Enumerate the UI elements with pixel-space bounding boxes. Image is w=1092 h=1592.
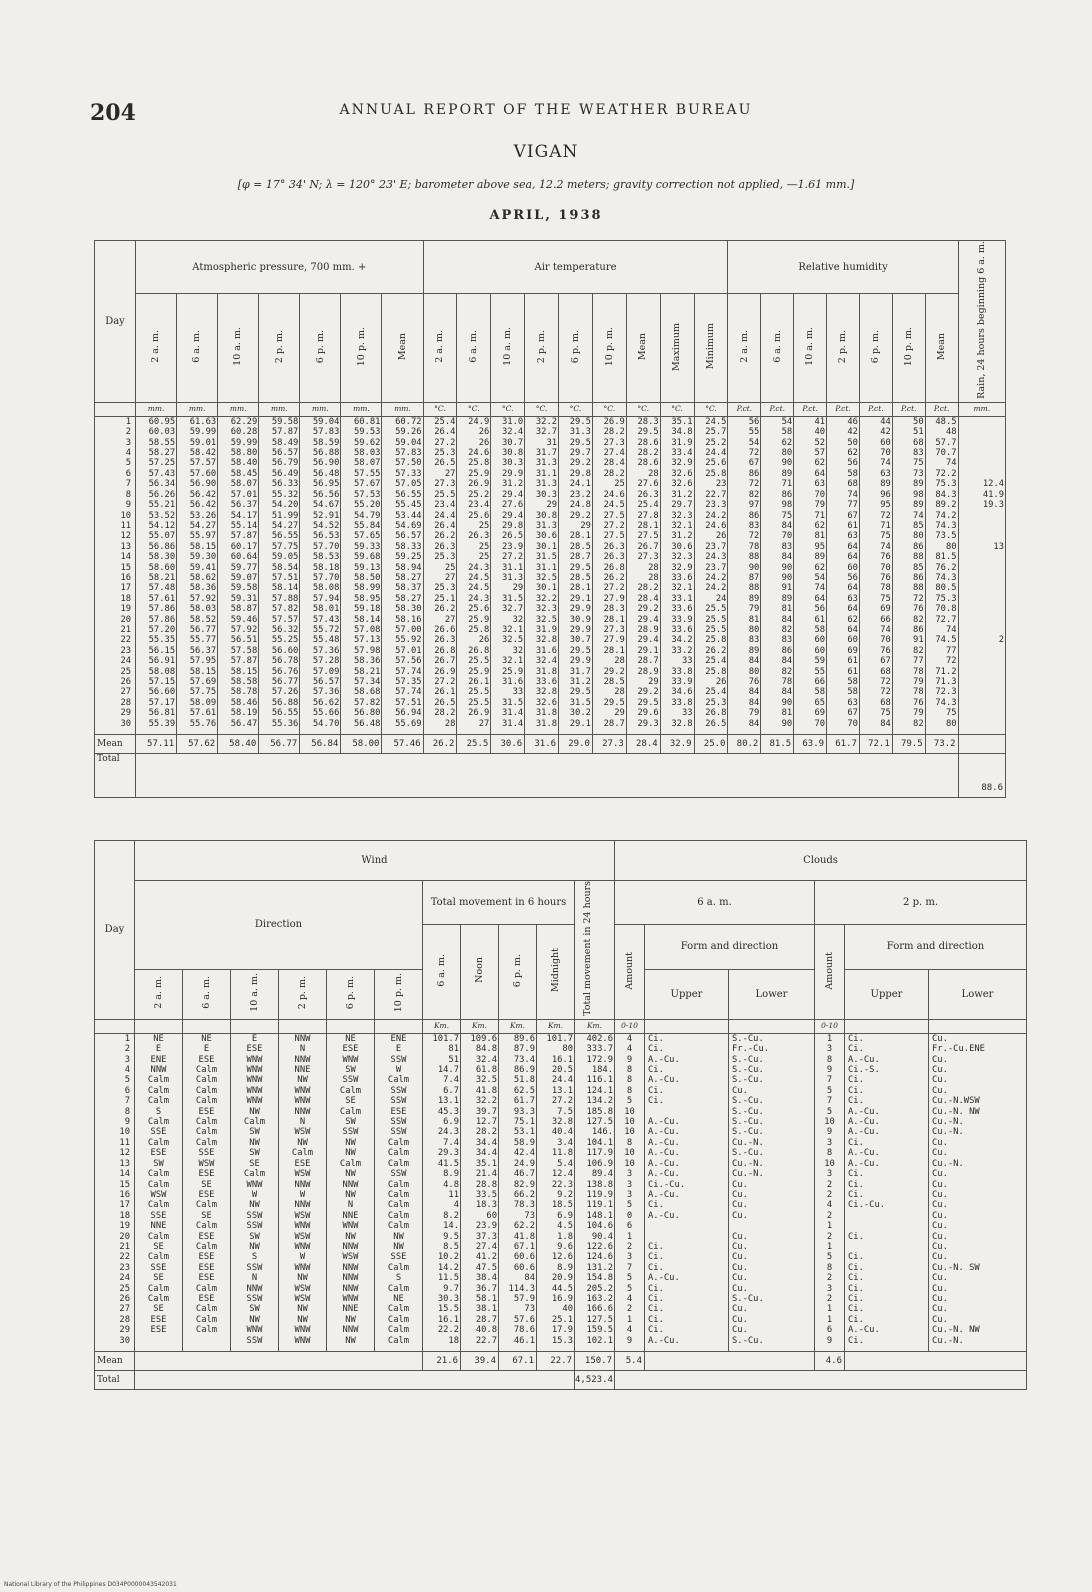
- pressure-10am-values: 62.29 60.28 59.99 58.80 58.40 58.45 58.07 57.01 56.37 54.17 55.14 57.87 60.17 60.64 59.77 59.07 59.58 59.31 58.87 59.46 57.92 56.51 57.58 57.87 58.15 58.58 58.78 58.46 58.19 56.47: [218, 416, 259, 734]
- move-midnight-values: 101.7 80 16.1 20.5 24.4 13.1 27.2 7.5 32.8 40.4 3.4 11.8 5.4 12.4 22.3 9.2 18.5 6.9 4.5 1.8 9.6 12.6 8.9 20.9 44.5 16.9 40 25.1 17.9 15.3: [537, 1033, 575, 1351]
- mean-cell: 32.9: [660, 734, 694, 753]
- mean-cell: 21.6: [423, 1351, 461, 1370]
- cloud-amount-2pm-values: 1 3 8 9 7 5 7 5 10 9 3 8 10 3 2 2 4 2 1 2 1 5 8 2 3 2 1 1 6 9: [815, 1033, 845, 1351]
- day-header: Day: [95, 841, 135, 1020]
- form-2pm-header: Form and direction: [845, 925, 1027, 970]
- dir-col-2pm: 2 p. m.: [279, 969, 327, 1019]
- mean-cell: 56.84: [300, 734, 341, 753]
- units-cell: °C.: [592, 402, 626, 416]
- dir-col-6am: 6 a. m.: [183, 969, 231, 1019]
- total-empty: [136, 753, 959, 797]
- total-empty: [615, 1370, 1027, 1389]
- wind-mean-row: [95, 1351, 1027, 1370]
- pressure-group-header: Atmospheric pressure, 700 mm. +: [136, 241, 423, 294]
- cloud-upper-6am-values: Ci. Ci. A.-Cu. Ci. A.-Cu. Ci. Ci. A.-Cu. A.-Cu. A.-Cu. A.-Cu. A.-Cu. A.-Cu. Ci.-Cu. A.-Cu. Ci. A.-Cu. Ci. Ci. Ci. A.-Cu. Ci. Ci. Ci. Ci. Ci. A.-Cu.: [645, 1033, 729, 1351]
- total-row-label: Total: [95, 1370, 135, 1389]
- dir-10pm-values: ENE E SSW W Calm SSW SSW ESE SSW SSW Calm Calm Calm SSW Calm Calm Calm Calm Calm NW NW SSE Calm S Calm NE Calm Calm Calm Calm: [375, 1033, 423, 1351]
- pressure-col-10pm: 10 p. m.: [341, 294, 382, 403]
- day-header: Day: [95, 241, 136, 403]
- humidity-6pm-values: 44 42 60 70 74 63 89 96 95 72 71 75 74 76 70 76 78 75 69 66 74 70 76 67 68 72 72 68 75 84: [859, 416, 892, 734]
- humidity-10pm-values: 50 51 68 83 75 73 89 98 89 74 85 80 86 88 85 86 88 72 76 82 86 91 82 77 78 79 78 76 79 82: [892, 416, 925, 734]
- mean-cell: 28.4: [626, 734, 660, 753]
- movement24-header: Total movement in 24 hours: [575, 881, 615, 1020]
- mean-cell: 30.6: [491, 734, 525, 753]
- day-numbers: 1 2 3 4 5 6 7 8 9 10 11 12 13 14 15 16 17 18 19 20 21 22 23 24 25 26 27 28 29 30: [95, 416, 136, 734]
- units-cell: [645, 1019, 729, 1033]
- mean-cell: 26.2: [423, 734, 457, 753]
- mean-empty: [845, 1351, 1027, 1370]
- rain-header: Rain, 24 hours beginning 6 a. m.: [958, 241, 1005, 403]
- movement6-header: Total movement in 6 hours: [423, 881, 575, 925]
- units-cell: 0-10: [615, 1019, 645, 1033]
- mean-cell: 5.4: [615, 1351, 645, 1370]
- scan-footer: National Library of the Philippines D034P0000043542031: [4, 1581, 177, 1588]
- humidity-col-6pm: 6 p. m.: [859, 294, 892, 403]
- temp-min-values: 24.5 25.7 25.2 24.4 25.6 25.8 23 22.7 23.3 24.2 24.6 26 23.7 24.3 23.7 24.2 24.2 24 25.5 25.5 25.5 25.8 26.2 25.4 25.8 26 25.4 25.3 26.8 26.5: [694, 416, 728, 734]
- temp-2pm-values: 32.2 32.7 31 31.7 31.3 31.1 31.3 30.3 29 30.8 31.3 30.6 30.1 31.5 31.1 32.5 30.1 32.2 32.3 32.5 31.9 32.8 31.6 32.4 31.8 33.6 32.8 32.6 31.8 31.8: [525, 416, 559, 734]
- units-cell: mm.: [382, 402, 423, 416]
- temp-col-10am: 10 a. m.: [491, 294, 525, 403]
- direction-header: Direction: [135, 881, 423, 970]
- pressure-col-2pm: 2 p. m.: [259, 294, 300, 403]
- temp-max-values: 35.1 34.8 31.9 33.4 32.9 32.6 32.6 31.2 29.7 32.3 32.1 31.2 30.6 32.3 32.9 33.6 32.1 33.1 33.6 33.9 33.6 34.2 33.2 33 33.8 33.9 34.6 33.8 33 32.8: [660, 416, 694, 734]
- weather-table-2: [94, 840, 1027, 1390]
- pressure-col-mean: Mean: [382, 294, 423, 403]
- move-col-6pm: 6 p. m.: [499, 925, 537, 1020]
- station-name: VIGAN: [513, 142, 579, 162]
- temp-col-2pm: 2 p. m.: [525, 294, 559, 403]
- temp-col-6pm: 6 p. m.: [559, 294, 593, 403]
- humidity-col-2pm: 2 p. m.: [827, 294, 860, 403]
- cloud-lower-2pm-values: Cu. Fr.-Cu.ENE Cu. Cu. Cu. Cu. Cu.-N.WSW Cu.-N. NW Cu.-N. Cu.-N. Cu. Cu. Cu.-N. Cu. Cu. Cu. Cu. Cu. Cu. Cu. Cu. Cu. Cu.-N. SW Cu. Cu. Cu. Cu. Cu. Cu.-N. NW Cu.-N.: [929, 1033, 1027, 1351]
- mean-row: [95, 734, 1006, 753]
- temp-col-6am: 6 a. m.: [457, 294, 491, 403]
- units-cell: [375, 1019, 423, 1033]
- units-cell: P.ct.: [761, 402, 794, 416]
- units-cell: [95, 1019, 135, 1033]
- day-numbers: 1 2 3 4 5 6 7 8 9 10 11 12 13 14 15 16 17 18 19 20 21 22 23 24 25 26 27 28 29 30: [95, 1033, 135, 1351]
- pressure-col-6pm: 6 p. m.: [300, 294, 341, 403]
- humidity-col-10pm: 10 p. m.: [892, 294, 925, 403]
- units-cell: mm.: [136, 402, 177, 416]
- mean-cell: 56.77: [259, 734, 300, 753]
- pressure-mean-values: 60.72 59.26 59.04 57.83 57.50 57.33 57.05 56.55 55.45 53.44 54.69 56.57 58.33 59.25 58.94 58.27 58.37 58.27 58.30 58.16 57.00 55.92 57.01 57.56 57.74 57.35 57.74 57.51 56.94 55.69: [382, 416, 423, 734]
- units-cell: [95, 402, 136, 416]
- clouds-2pm-header: 2 p. m.: [815, 881, 1027, 925]
- units-cell: P.ct.: [728, 402, 761, 416]
- units-cell: mm.: [177, 402, 218, 416]
- clouds-6am-header: 6 a. m.: [615, 881, 815, 925]
- units-cell: °C.: [559, 402, 593, 416]
- mean-row-label: Mean: [95, 1351, 135, 1370]
- dir-2am-values: NE E ENE NNW Calm Calm Calm S Calm SSE Calm ESE SW Calm Calm WSW Calm SSE NNE Calm SE Calm SSE SE Calm Calm SE ESE ESE: [135, 1033, 183, 1351]
- humidity-col-mean: Mean: [925, 294, 958, 403]
- dir-col-10am: 10 a. m.: [231, 969, 279, 1019]
- units-cell: P.ct.: [859, 402, 892, 416]
- total-row: [95, 753, 1006, 797]
- units-cell: [135, 1019, 183, 1033]
- cloud-upper-2pm-values: Ci. Ci. A.-Cu. Ci.-S. Ci. Ci. Ci. A.-Cu. A.-Cu. A.-Cu. Ci. A.-Cu. A.-Cu. Ci. Ci. Ci. Ci.-Cu. Ci. Ci. Ci. Ci. Ci. Ci. Ci. Ci. A.-Cu. Ci.: [845, 1033, 929, 1351]
- dir-10am-values: E ESE WNW WNW WNW WNW WNW NW Calm SW NW SW SE Calm WNW W NW SSW SSW SW NW S SSW N NNW SSW SW NW WNW SSW: [231, 1033, 279, 1351]
- mean-cell: 29.0: [559, 734, 593, 753]
- report-month: APRIL, 1938: [489, 208, 603, 223]
- rain-total: 88.6: [958, 753, 1005, 797]
- humidity-col-2am: 2 a. m.: [728, 294, 761, 403]
- mean-cell: 63.9: [794, 734, 827, 753]
- mean-cell: 27.3: [592, 734, 626, 753]
- units-cell: P.ct.: [827, 402, 860, 416]
- units-cell: Km.: [537, 1019, 575, 1033]
- units-cell: [929, 1019, 1027, 1033]
- lower-6am-header: Lower: [729, 969, 815, 1019]
- pressure-6pm-values: 59.04 57.83 58.59 56.88 56.90 56.48 56.95 56.56 54.67 52.91 54.52 56.53 57.70 58.53 58.18 57.70 58.08 57.94 58.01 57.43 55.72 55.48 57.36 57.28 57.09 56.57 57.36 56.62 55.66 54.70: [300, 416, 341, 734]
- humidity-group-header: Relative humidity: [728, 241, 958, 294]
- units-cell: [231, 1019, 279, 1033]
- units-cell: [729, 1019, 815, 1033]
- upper-2pm-header: Upper: [845, 969, 929, 1019]
- mean-cell: 31.6: [525, 734, 559, 753]
- humidity-2pm-values: 46 42 50 62 56 58 68 74 77 67 61 63 64 64 60 56 64 63 64 62 64 60 69 61 61 58 58 63 67 70: [827, 416, 860, 734]
- move24-values: 402.6 333.7 172.9 184. 116.1 124.1 134.2 185.8 127.5 146. 104.1 117.9 106.9 89.4 138.8 119.9 119.1 148.1 104.6 90.4 122.6 124.6 131.2 154.8 205.2 163.2 166.6 127.5 159.5 102.1: [575, 1033, 615, 1351]
- weather-table-1: [94, 240, 1006, 798]
- mean-cell: 73.2: [925, 734, 958, 753]
- mean-cell: 61.7: [827, 734, 860, 753]
- pressure-col-6am: 6 a. m.: [177, 294, 218, 403]
- mean-cell: 57.62: [177, 734, 218, 753]
- units-cell: Km.: [423, 1019, 461, 1033]
- units-cell: mm.: [218, 402, 259, 416]
- humidity-col-6am: 6 a. m.: [761, 294, 794, 403]
- units-cell: P.ct.: [892, 402, 925, 416]
- dir-2pm-values: NNW N NNW NNE NW WNW WNW NNW N WSW NW Calm ESE WSW NNW W NNW WSW WNW WSW WNW W WNW NW WSW WSW NW NW WNW WNW: [279, 1033, 327, 1351]
- units-cell: P.ct.: [925, 402, 958, 416]
- units-cell: mm.: [958, 402, 1005, 416]
- mean-cell: 25.0: [694, 734, 728, 753]
- total-row-label: Total: [95, 753, 136, 797]
- units-cell: P.ct.: [794, 402, 827, 416]
- humidity-6am-values: 54 58 62 80 90 89 71 86 98 75 84 70 83 84 90 90 91 89 81 84 82 83 86 84 82 78 84 90 81 90: [761, 416, 794, 734]
- mean-cell: 4.6: [815, 1351, 845, 1370]
- pressure-2pm-values: 59.58 57.87 58.49 56.57 56.79 56.49 56.33 55.32 54.20 51.99 54.27 56.55 57.75 59.05 58.54 57.51 58.14 57.88 57.82 57.57 56.32 55.25 56.60 56.78 56.76 56.77 57.26 56.88 56.55 55.36: [259, 416, 300, 734]
- units-cell: °C.: [694, 402, 728, 416]
- humidity-col-10am: 10 a. m.: [794, 294, 827, 403]
- clouds-group-header: Clouds: [615, 841, 1027, 881]
- amount-2pm-header: Amount: [815, 925, 845, 1020]
- humidity-10am-values: 41 40 52 57 62 64 63 70 79 71 62 81 95 89 62 54 74 64 56 61 58 60 60 59 55 66 58 65 69 70: [794, 416, 827, 734]
- temp-col-min: Minimum: [694, 294, 728, 403]
- units-cell: °C.: [491, 402, 525, 416]
- temp-6pm-values: 29.5 31.3 29.5 29.7 29.2 29.8 24.1 23.2 24.8 29.2 29 28.1 28.5 28.7 29.5 28.5 28.1 29.1 29.9 30.9 29.9 30.7 29.5 29.9 31.7 31.2 29.5 31.5 30.2 29.1: [559, 416, 593, 734]
- units-cell: mm.: [259, 402, 300, 416]
- humidity-2am-values: 56 55 54 72 67 86 72 82 97 86 83 72 78 88 90 87 88 89 79 81 80 83 89 84 80 76 84 84 79 84: [728, 416, 761, 734]
- units-cell: °C.: [457, 402, 491, 416]
- move-noon-values: 109.6 84.8 32.4 61.8 32.5 41.8 32.2 39.7 12.7 28.2 34.4 34.4 35.1 21.4 28.8 33.5 18.3 60 23.9 37.3 27.4 41.2 47.5 38.4 36.7 58.1 38.1 28.7 40.8 22.7: [461, 1033, 499, 1351]
- temp-col-mean: Mean: [626, 294, 660, 403]
- dir-6pm-values: NE ESE WNW SW SSW Calm SE Calm SW SSW NW NW Calm NW NNW NW N NNE WNW NW NNW WSW NNW NNW NNW WNW NNE NW NNW NW: [327, 1033, 375, 1351]
- temp-col-2am: 2 a. m.: [423, 294, 457, 403]
- pressure-6am-values: 61.63 59.99 59.01 58.42 57.57 57.60 56.90 56.42 56.42 53.26 54.27 55.97 58.15 59.30 59.41 58.62 58.36 57.92 58.03 58.52 56.77 55.77 56.37 57.95 58.15 57.69 57.75 58.09 57.61 55.76: [177, 416, 218, 734]
- temperature-group-header: Air temperature: [423, 241, 728, 294]
- units-cell: °C.: [626, 402, 660, 416]
- cloud-lower-6am-values: S.-Cu. Fr.-Cu. S.-Cu. S.-Cu. S.-Cu. Cu. S.-Cu. S.-Cu. S.-Cu. S.-Cu. Cu.-N. S.-Cu. Cu.-N. Cu.-N. Cu. Cu. Cu. Cu. Cu. Cu. Cu. Cu. Cu. Cu. S.-Cu. Cu. Cu. Cu. S.-Cu.: [729, 1033, 815, 1351]
- form-6am-header: Form and direction: [645, 925, 815, 970]
- units-cell: [327, 1019, 375, 1033]
- units-cell: [183, 1019, 231, 1033]
- mean-cell: 79.5: [892, 734, 925, 753]
- units-cell: Km.: [499, 1019, 537, 1033]
- pressure-2am-values: 60.95 60.03 58.55 58.27 57.25 57.43 56.34 56.26 55.21 53.52 54.12 55.07 56.86 58.30 58.60 58.21 57.48 57.61 57.86 57.86 57.20 55.35 56.15 56.91 58.08 57.15 56.60 57.17 56.81 55.39: [136, 416, 177, 734]
- mean-cell: 150.7: [575, 1351, 615, 1370]
- cloud-amount-6am-values: 4 4 9 8 8 8 5 10 10 10 8 10 10 3 3 3 5 0 6 1 2 3 7 5 5 4 2 1 4 9: [615, 1033, 645, 1351]
- temp-6am-values: 24.9 26 26 24.6 25.8 25.9 26.9 25.2 23.4 25.6 25 26.3 25 25 24.3 24.5 24.5 24.3 25.6 25.9 25.8 26 26.8 25.5 25.9 26.1 25.5 25.5 26.9 27: [457, 416, 491, 734]
- mean-cell: 81.5: [761, 734, 794, 753]
- units-cell: [279, 1019, 327, 1033]
- units-cell: 0-10: [815, 1019, 845, 1033]
- lower-2pm-header: Lower: [929, 969, 1027, 1019]
- mean-cell: 57.46: [382, 734, 423, 753]
- temp-col-max: Maximum: [660, 294, 694, 403]
- units-cell: [845, 1019, 929, 1033]
- units-cell: °C.: [660, 402, 694, 416]
- mean-cell: 67.1: [499, 1351, 537, 1370]
- dir-col-10pm: 10 p. m.: [375, 969, 423, 1019]
- mean-cell: [958, 734, 1005, 753]
- move-6am-values: 101.7 81 51 14.7 7.4 6.7 13.1 45.3 6.9 24.3 7.4 29.3 41.5 8.9 4.8 11 4 8.2 14. 9.5 8.5 10.2 14.2 11.5 9.7 30.3 15.5 16.1 22.2 18: [423, 1033, 461, 1351]
- units-cell: °C.: [423, 402, 457, 416]
- total-empty: [135, 1370, 575, 1389]
- temp-10am-values: 31.0 32.4 30.7 30.8 30.3 29.9 31.2 29.4 27.6 29.4 29.8 26.5 23.9 27.2 31.1 31.3 29 31.5 32.7 32 32.1 32.5 32 32.1 25.9 31.6 33 31.5 31.4 31.4: [491, 416, 525, 734]
- mean-cell: 39.4: [461, 1351, 499, 1370]
- units-cell: °C.: [525, 402, 559, 416]
- units-cell: Km.: [575, 1019, 615, 1033]
- mean-empty: [645, 1351, 815, 1370]
- temp-mean-values: 28.3 29.5 28.6 28.2 28.6 28 27.6 26.3 25.4 27.8 28.1 27.5 26.7 27.3 28 28 28.2 28.4 29.2 29.4 28.9 29.4 29.1 28.7 28.9 29 29.2 29.5 29.6 29.3: [626, 416, 660, 734]
- units-cell: mm.: [300, 402, 341, 416]
- units-cell: Km.: [461, 1019, 499, 1033]
- mean-cell: 22.7: [537, 1351, 575, 1370]
- rain-values: 12.4 41.9 19.3 13 2: [958, 416, 1005, 734]
- mean-cell: 58.40: [218, 734, 259, 753]
- mean-cell: 25.5: [457, 734, 491, 753]
- daily-data-row: [95, 416, 1006, 734]
- move-6pm-values: 89.6 87.9 73.4 86.9 51.8 62.5 61.7 93.3 75.1 53.1 58.9 42.4 24.9 46.7 82.9 66.2 78.3 73 62.2 41.8 67.1 60.6 60.6 84 114.3 57.9 73 57.6 78.6 46.1: [499, 1033, 537, 1351]
- units-cell: mm.: [341, 402, 382, 416]
- pressure-col-10am: 10 a. m.: [218, 294, 259, 403]
- page-number: 204: [90, 100, 136, 126]
- move-col-6am: 6 a. m.: [423, 925, 461, 1020]
- mean-cell: 58.00: [341, 734, 382, 753]
- mean-empty: [135, 1351, 423, 1370]
- total-move24: 4,523.4: [575, 1370, 615, 1389]
- mean-row-label: Mean: [95, 734, 136, 753]
- wind-total-row: [95, 1370, 1027, 1389]
- mean-cell: 57.11: [136, 734, 177, 753]
- dir-col-2am: 2 a. m.: [135, 969, 183, 1019]
- temp-2am-values: 25.4 26.4 27.2 25.3 26.5 27 27.3 25.5 23.4 24.4 26.4 26.2 26.3 25.3 25 27 25.3 25.1 26.2 27 26.6 26.3 26.8 26.7 26.9 27.2 26.1 26.5 28.2 28: [423, 416, 457, 734]
- mean-cell: 80.2: [728, 734, 761, 753]
- move-col-noon: Noon: [461, 925, 499, 1020]
- temp-10pm-values: 26.9 28.2 27.3 27.4 28.4 28.2 25 24.6 24.5 27.5 27.2 27.5 26.3 26.3 26.8 26.2 27.2 27.9 28.3 28.1 27.3 27.9 28.1 28 29.2 28.5 28 29.5 29 28.7: [592, 416, 626, 734]
- amount-6am-header: Amount: [615, 925, 645, 1020]
- wind-group-header: Wind: [135, 841, 615, 881]
- daily-wind-row: [95, 1033, 1027, 1351]
- temp-col-10pm: 10 p. m.: [592, 294, 626, 403]
- station-coordinates: [φ = 17° 34' N; λ = 120° 23' E; barometer above sea, 12.2 meters; gravity correction not applied, —1.61 mm.]: [237, 178, 855, 191]
- pressure-col-2am: 2 a. m.: [136, 294, 177, 403]
- upper-6am-header: Upper: [645, 969, 729, 1019]
- report-title: ANNUAL REPORT OF THE WEATHER BUREAU: [339, 102, 753, 118]
- dir-col-6pm: 6 p. m.: [327, 969, 375, 1019]
- humidity-mean-values: 48.5 48 57.7 70.7 74 72.2 75.3 84.3 89.2 74.2 74.3 73.5 80 81.5 76.2 74.3 80.5 75.3 70.8 72.7 74 74.5 77 72 71.2 71.3 72.3 74.3 75 80: [925, 416, 958, 734]
- pressure-10pm-values: 60.81 59.53 59.62 58.03 58.07 57.55 57.67 57.53 55.20 54.79 55.84 57.65 59.33 59.68 59.13 58.50 58.99 58.95 59.18 58.14 57.08 57.13 57.98 58.36 58.21 57.34 58.68 57.82 56.80 56.48: [341, 416, 382, 734]
- dir-6am-values: NE E ESE Calm Calm Calm Calm ESE Calm Calm Calm SSE WSW ESE SE ESE Calm SE Calm ESE Calm ESE ESE ESE Calm ESE Calm Calm Calm: [183, 1033, 231, 1351]
- mean-cell: 72.1: [859, 734, 892, 753]
- move-col-midnight: Midnight: [537, 925, 575, 1020]
